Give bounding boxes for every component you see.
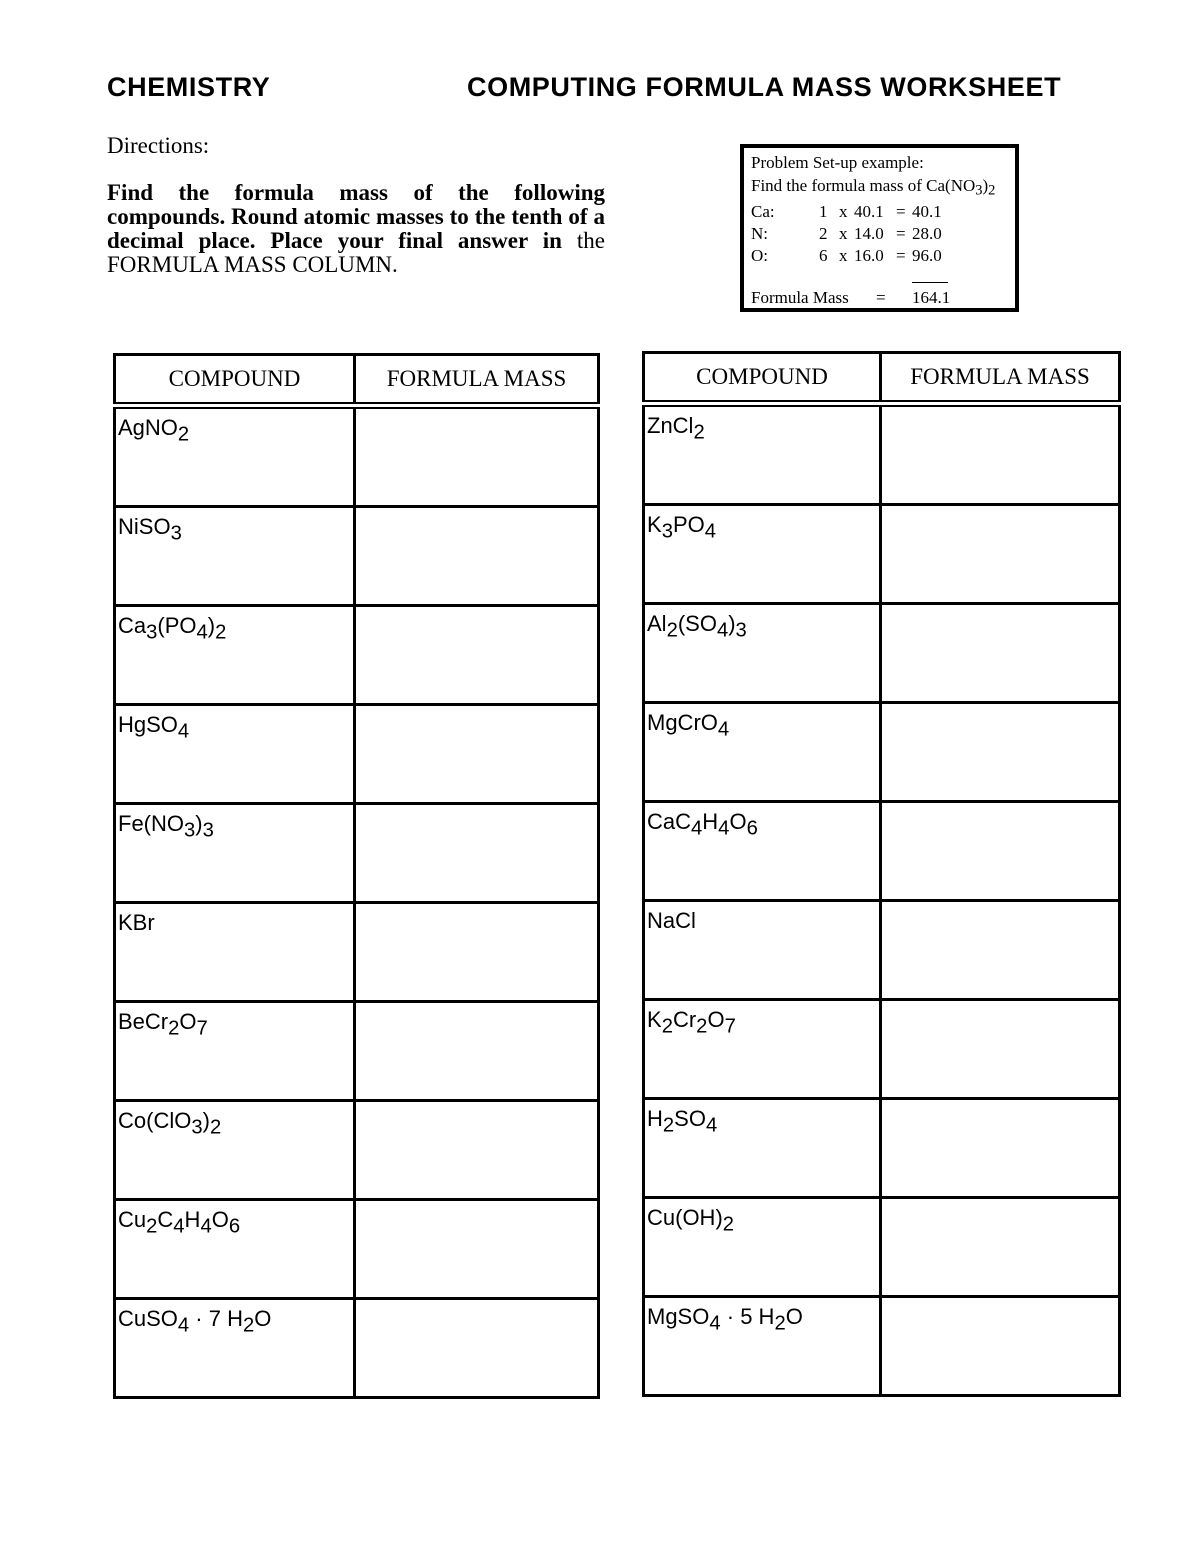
formula-mass-answer-cell[interactable]	[355, 606, 599, 705]
example-product: 40.1	[912, 202, 942, 221]
compound-cell: NiSO$_3$	[115, 507, 355, 606]
compound-cell: KBr	[115, 903, 355, 1002]
formula-mass-answer-cell[interactable]	[881, 604, 1120, 703]
table-row	[115, 705, 599, 804]
compound-cell: AgNO$_2$	[115, 406, 355, 507]
compound-cell: $BeCr_2O_7$	[115, 1002, 355, 1101]
example-element: O:	[751, 246, 768, 265]
formula-mass-answer-cell[interactable]	[355, 804, 599, 903]
formula-mass-answer-cell[interactable]	[355, 1200, 599, 1299]
example-total-equals: =	[876, 288, 886, 307]
formula-mass-answer-cell[interactable]	[881, 1297, 1120, 1396]
compound-cell: MgSO$_4$ · 5 $H_2O$	[644, 1297, 881, 1396]
example-mass: 16.0	[854, 246, 884, 265]
example-heading: Problem Set-up example:	[751, 153, 924, 172]
directions-main: Find the formula mass of the following compounds. Round atomic masses to the tenth of a decimal place. Place your final answer in	[107, 180, 605, 253]
table-row	[644, 604, 1120, 703]
example-element: Ca:	[751, 202, 775, 221]
formula-mass-answer-cell[interactable]	[355, 903, 599, 1002]
example-count: 2	[819, 224, 828, 243]
formula-mass-column-header: FORMULA MASS	[355, 355, 599, 406]
table-row	[115, 1101, 599, 1200]
worksheet-title: COMPUTING FORMULA MASS WORKSHEET	[467, 72, 1062, 102]
compound-cell: $Al_2(SO_4)_3$	[644, 604, 881, 703]
example-times: x	[839, 246, 848, 265]
table-row	[115, 804, 599, 903]
formula-mass-answer-cell[interactable]	[881, 505, 1120, 604]
formula-mass-answer-cell[interactable]	[881, 404, 1120, 505]
formula-mass-column-header: FORMULA MASS	[881, 353, 1120, 404]
compound-rows-right	[644, 404, 1120, 1396]
formula-mass-answer-cell[interactable]	[881, 1099, 1120, 1198]
table-row	[644, 1198, 1120, 1297]
example-mass: 14.0	[854, 224, 884, 243]
example-sum-rule	[912, 282, 948, 283]
table-row	[644, 505, 1120, 604]
formula-mass-answer-cell[interactable]	[881, 1000, 1120, 1099]
compound-cell: $Cu_2C_4H_4O_6$	[115, 1200, 355, 1299]
formula-mass-answer-cell[interactable]	[355, 1101, 599, 1200]
example-equals: =	[896, 224, 906, 243]
example-product: 28.0	[912, 224, 942, 243]
example-count: 6	[819, 246, 828, 265]
compound-cell: $H_2SO_4$	[644, 1099, 881, 1198]
formula-mass-answer-cell[interactable]	[355, 406, 599, 507]
compound-cell: MgCrO$_4$	[644, 703, 881, 802]
compound-cell: $Cu(OH)_2$	[644, 1198, 881, 1297]
table-row	[115, 1002, 599, 1101]
example-mass: 40.1	[854, 202, 884, 221]
example-question-text: Find the formula mass of $Ca(NO_3)_2$	[751, 176, 996, 199]
compound-column-header: COMPOUND	[644, 353, 881, 404]
example-box	[740, 144, 1019, 312]
example-product: 96.0	[912, 246, 942, 265]
formula-mass-answer-cell[interactable]	[881, 1198, 1120, 1297]
example-total-value: 164.1	[912, 288, 951, 307]
example-element: N:	[751, 224, 768, 243]
table-row	[115, 1299, 599, 1398]
compound-column-header: COMPOUND	[115, 355, 355, 406]
compound-cell: $CaC_4H_4O_6$	[644, 802, 881, 901]
table-row	[115, 606, 599, 705]
table-row	[115, 1200, 599, 1299]
table-row	[644, 1000, 1120, 1099]
formula-mass-answer-cell[interactable]	[881, 802, 1120, 901]
compound-cell: ZnCl$_2$	[644, 404, 881, 505]
formula-mass-answer-cell[interactable]	[881, 703, 1120, 802]
compound-table-left	[113, 353, 600, 1399]
table-row	[644, 901, 1120, 1000]
example-times: x	[839, 224, 848, 243]
table-row	[115, 507, 599, 606]
example-question	[751, 176, 996, 199]
subject-heading: CHEMISTRY	[107, 72, 271, 102]
compound-cell: CuSO$_4$ · 7 $H_2O$	[115, 1299, 355, 1398]
compound-cell: NaCl	[644, 901, 881, 1000]
directions-text	[107, 181, 605, 277]
table-row	[115, 406, 599, 507]
table-row	[644, 802, 1120, 901]
formula-mass-answer-cell[interactable]	[355, 507, 599, 606]
table-row	[644, 1297, 1120, 1396]
example-total-label: Formula Mass	[751, 288, 849, 307]
example-equals: =	[896, 246, 906, 265]
formula-mass-answer-cell[interactable]	[881, 901, 1120, 1000]
example-count: 1	[819, 202, 828, 221]
example-times: x	[839, 202, 848, 221]
directions-tail: the FORMULA MASS COLUMN.	[107, 228, 605, 277]
compound-table-right	[642, 351, 1121, 1397]
compound-cell: $K_3PO_4$	[644, 505, 881, 604]
compound-cell: $K_2Cr_2O_7$	[644, 1000, 881, 1099]
example-equals: =	[896, 202, 906, 221]
formula-mass-answer-cell[interactable]	[355, 1002, 599, 1101]
compound-rows-left	[115, 406, 599, 1398]
table-row	[644, 703, 1120, 802]
formula-mass-answer-cell[interactable]	[355, 705, 599, 804]
compound-cell: $Co(ClO_3)_2$	[115, 1101, 355, 1200]
compound-cell: $Fe(NO_3)_3$	[115, 804, 355, 903]
directions-label: Directions:	[107, 133, 210, 158]
table-row	[644, 1099, 1120, 1198]
compound-cell: HgSO$_4$	[115, 705, 355, 804]
table-row	[115, 903, 599, 1002]
table-row	[644, 404, 1120, 505]
compound-cell: $Ca_3(PO_4)_2$	[115, 606, 355, 705]
formula-mass-answer-cell[interactable]	[355, 1299, 599, 1398]
